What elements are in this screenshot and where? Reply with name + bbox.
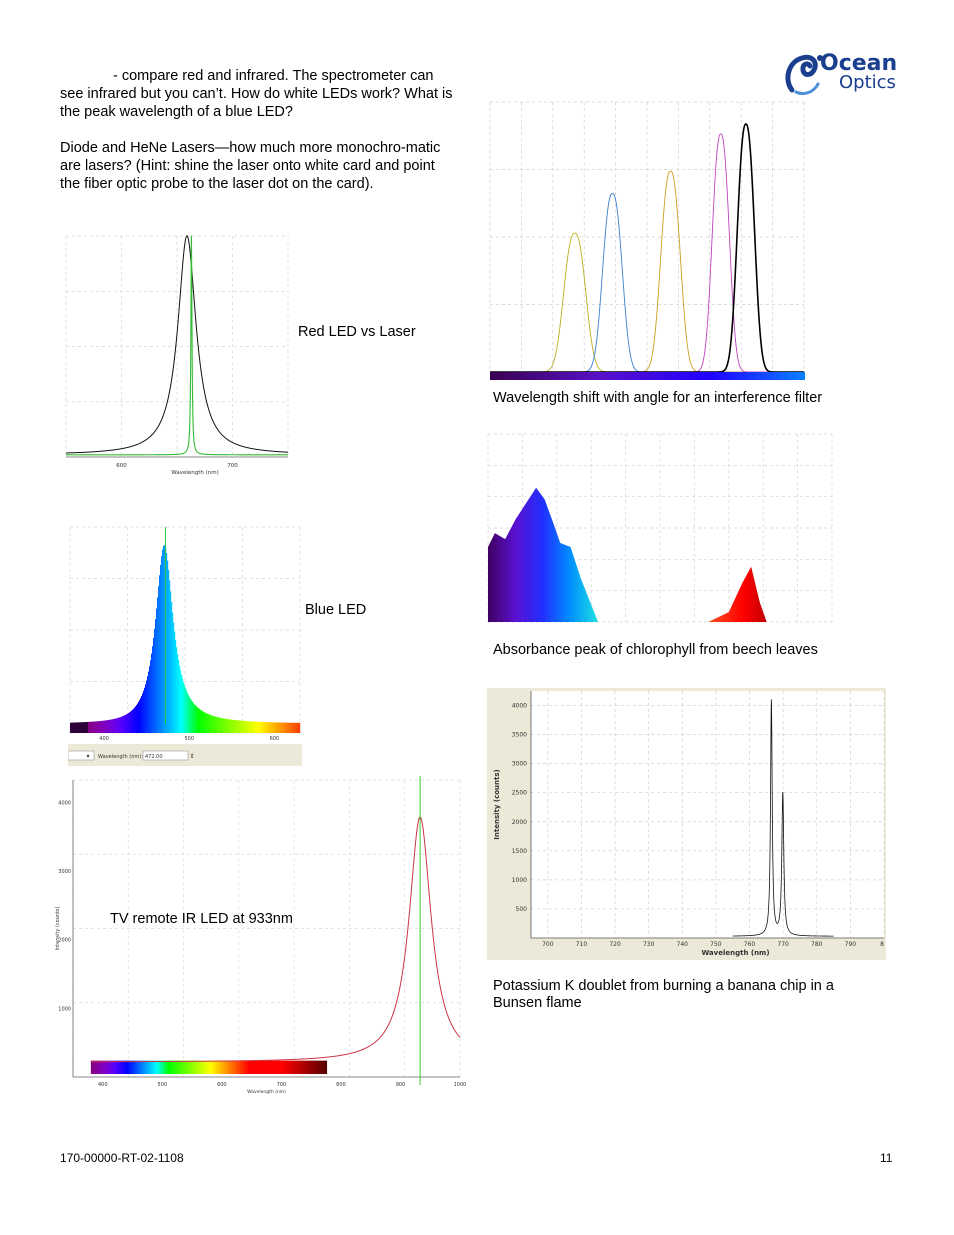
red-led-figure xyxy=(63,232,291,482)
footer-page-number: 11 xyxy=(880,1151,893,1165)
x-tick-label-770: 770 xyxy=(777,941,789,948)
interference-chart xyxy=(487,100,807,383)
y-tick-label-3000: 3000 xyxy=(511,760,527,768)
y-tick-label-2000: 2000 xyxy=(58,937,71,944)
x-tick-label-400: 400 xyxy=(99,736,109,742)
tv-remote-caption: TV remote IR LED at 933nm xyxy=(110,911,293,927)
y-axis-label: Intensity (counts) xyxy=(493,769,501,840)
toolbar-wavelength-label: Wavelength (nm): xyxy=(98,754,143,760)
unit-select xyxy=(68,751,94,760)
red-led-caption: Red LED vs Laser xyxy=(298,324,416,340)
tv-remote-chart xyxy=(55,772,470,1097)
footer-doc-number: 170-00000-RT-02-1108 xyxy=(60,1151,184,1165)
intro-paragraph-2: Diode and HeNe Lasers—how much more monochro-matic are lasers? (Hint: shine the laser onto white card and point the fiber optic probe to the laser dot on the card). xyxy=(60,140,441,192)
y-tick-label-2500: 2500 xyxy=(511,789,527,797)
ocean-optics-logo xyxy=(784,46,902,98)
x-tick-label-750: 750 xyxy=(710,941,722,948)
blue-led-chart xyxy=(68,523,302,766)
x-tick-label-600: 600 xyxy=(116,463,127,469)
x-tick-label-400: 400 xyxy=(97,1082,108,1088)
logo-word-ocean: Ocean xyxy=(820,51,898,76)
x-tick-label-8: 8 xyxy=(880,941,884,948)
chlorophyll-figure xyxy=(487,432,834,625)
x-tick-label-1000: 1000 xyxy=(453,1082,467,1088)
x-tick-label-760: 760 xyxy=(743,941,756,948)
potassium-figure xyxy=(487,688,886,960)
intro-text xyxy=(60,67,455,193)
spectrum-strip-slice xyxy=(299,724,300,733)
blue-led-caption: Blue LED xyxy=(305,602,367,618)
tv-remote-figure xyxy=(55,772,470,1097)
y-tick-label-2000: 2000 xyxy=(511,818,527,826)
intro-paragraph-1: - compare red and infrared. The spectrometer can see infrared but you can’t. How do white LEDs work? What is the peak wavelength of a blue LED? xyxy=(60,68,453,120)
potassium-chart xyxy=(487,688,886,960)
x-axis-label: Wavelength (nm) xyxy=(701,949,770,957)
x-tick-label-500: 500 xyxy=(157,1082,168,1088)
x-tick-label-740: 740 xyxy=(676,941,689,948)
x-tick-label-900: 900 xyxy=(395,1082,406,1088)
x-tick-label-600: 600 xyxy=(269,736,280,742)
blue-led-figure xyxy=(68,523,302,766)
y-axis-label: Intensity (counts) xyxy=(55,906,61,951)
spectrum-strip-slice xyxy=(326,1061,327,1074)
red-led-chart xyxy=(63,232,291,482)
logo-word-optics: Optics xyxy=(839,72,896,93)
chevron-down-icon: ▾ xyxy=(86,753,90,760)
toolbar-wavelength-value: 472.00 xyxy=(145,754,163,760)
y-tick-label-4000: 4000 xyxy=(58,800,71,807)
x-tick-label-720: 720 xyxy=(609,941,621,948)
y-tick-label-1000: 1000 xyxy=(511,876,527,884)
interference-figure xyxy=(487,100,807,383)
y-tick-label-1000: 1000 xyxy=(58,1006,71,1013)
spinner-icon: ⇕ xyxy=(189,753,195,760)
x-tick-label-780: 780 xyxy=(811,941,823,948)
x-tick-label-600: 600 xyxy=(217,1082,227,1088)
x-axis-label: Wavelength (nm) xyxy=(247,1090,286,1095)
y-tick-label-4000: 4000 xyxy=(511,702,527,710)
x-tick-label-700: 700 xyxy=(542,941,554,948)
y-tick-label-3500: 3500 xyxy=(511,731,527,739)
y-tick-label-1500: 1500 xyxy=(511,847,527,855)
x-tick-label-700: 700 xyxy=(227,463,238,469)
spectrum-fill-slice xyxy=(299,723,300,724)
y-tick-label-500: 500 xyxy=(515,905,527,913)
red-absorbance-band xyxy=(708,567,766,622)
chlorophyll-chart xyxy=(487,432,834,625)
x-tick-label-800: 800 xyxy=(336,1082,346,1088)
x-tick-label-710: 710 xyxy=(575,941,588,948)
interference-caption: Wavelength shift with angle for an interference filter xyxy=(493,390,823,406)
spectrum-strip xyxy=(490,372,805,380)
x-tick-label-500: 500 xyxy=(184,736,195,742)
x-tick-label-790: 790 xyxy=(844,941,857,948)
x-tick-label-700: 700 xyxy=(276,1082,287,1088)
y-tick-label-3000: 3000 xyxy=(58,868,71,875)
plot-area xyxy=(531,691,884,938)
potassium-caption: Potassium K doublet from burning a banana chip in a Bunsen flame xyxy=(493,978,834,1011)
blue-absorbance-band xyxy=(488,488,598,622)
x-axis-label: Wavelength (nm) xyxy=(171,470,219,476)
chlorophyll-caption: Absorbance peak of chlorophyll from beech leaves xyxy=(493,642,818,658)
x-tick-label-730: 730 xyxy=(642,941,655,948)
wave-swirl-icon xyxy=(788,55,823,94)
